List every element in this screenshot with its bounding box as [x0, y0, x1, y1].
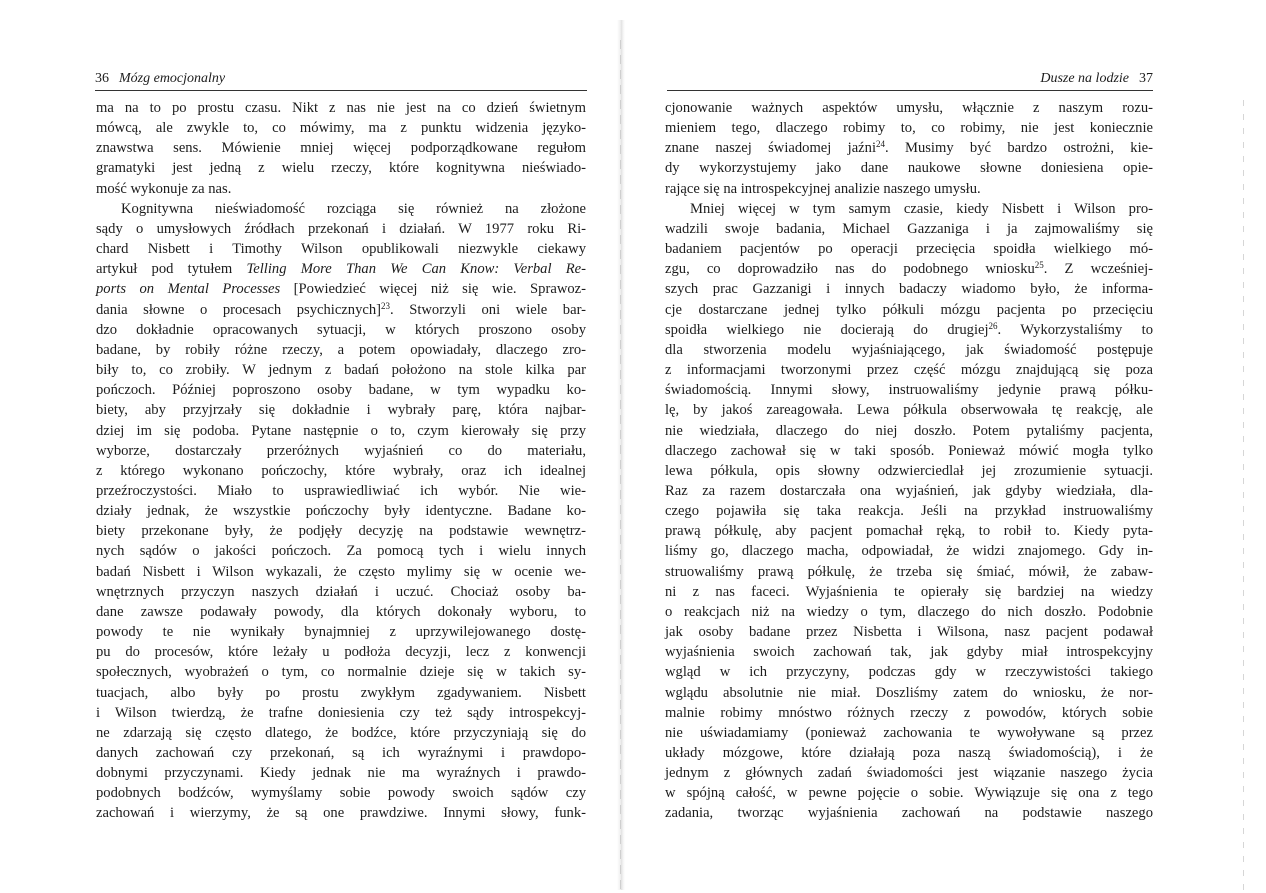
right-page-number: 37: [1139, 71, 1153, 86]
text-line: ne zdarzają się często dlatego, że bodźce, które przyczyniają się do: [96, 724, 586, 741]
text-line: dla stworzenia modelu wyjaśniającego, jak świadomość postępuje: [665, 341, 1153, 358]
text-line: spoidła wielkiego nie docierają do drugiej$^{26}$. Wykorzystaliśmy to: [665, 320, 1153, 338]
text-line: wnętrznych przyczyn naszych działań i uczuć. Chociaż osoby ba-: [96, 583, 586, 600]
footnote-ref[interactable]: 23: [381, 300, 391, 311]
text-line: Raz za razem dostarczała ona wyjaśnień, jak gdyby wiedziała, dla-: [665, 482, 1153, 499]
text-line: powody te nie wynikały bynajmniej z uprzywilejowanego dostę-: [96, 624, 586, 641]
text-line: tuacjach, albo były po prostu zwykłym zgadywaniem. Nisbett: [96, 684, 586, 701]
text-line: artykuł pod tytułem Telling More Than We Can Know: Verbal Re-: [96, 261, 586, 278]
text-line: mość wykonuje za nas.: [96, 180, 232, 197]
text-line: wyborze, dostarczały przeróżnych wyjaśnień co do materiału,: [96, 442, 586, 459]
text-line: układy mózgowe, które działają poza naszą świadomością), i że: [665, 745, 1153, 761]
text-line: i Wilson twierdzą, że trafne doniesienia czy też sądy introspekcyj-: [96, 704, 586, 721]
left-page-header: [95, 70, 587, 91]
text-line: mieniem tego, dlaczego robimy to, co robimy, nie jest koniecznie: [665, 120, 1153, 137]
italic-title: ports on Mental Processes: [96, 281, 281, 298]
left-page-body: [96, 98, 586, 824]
right-running-title: Dusze na lodzie: [1040, 71, 1129, 86]
text-line: gramatyki jest jedną z wielu rzeczy, które kognitywna nieświado-: [96, 160, 586, 177]
text-line: działy jednak, że wszystkie pończochy były identyczne. Badane ko-: [96, 503, 586, 520]
text-line: ports on Mental Processes [Powiedzieć więcej niż się wie. Sprawoz-: [96, 281, 586, 298]
text-line: dobnymi przyczynami. Kiedy jednak nie ma wyraźnych i prawdo-: [96, 765, 586, 782]
text-line: cjonowanie ważnych aspektów umysłu, włącznie z naszym rozu-: [665, 100, 1153, 116]
text-line: podobnych bodźców, wymyślamy sobie powody swoich sądów czy: [96, 785, 586, 802]
gutter-scan-line: [620, 40, 621, 890]
text-line: zadania, tworząc wyjaśnienia zachowań na podstawie naszego: [665, 805, 1153, 822]
left-running-title: Mózg emocjonalny: [119, 71, 226, 86]
text-line: o reakcjach niż na wiedzy o tym, dlaczego do nich doszło. Podobnie: [665, 603, 1153, 620]
text-line: dania słowne o procesach psychicznych]$^{23}$. Stworzyli oni wiele bar-: [96, 300, 587, 318]
text-line: lę, by jakoś zareagowała. Lewa półkula obserwowała tę reakcję, ale: [665, 402, 1153, 419]
text-line: dy wykorzystujemy jako dane naukowe słowne doniesiena opie-: [665, 160, 1153, 177]
text-line: czego pojawiła się taka reakcja. Jeśli na przykład instruowaliśmy: [665, 503, 1153, 520]
text-line: badaniem pacjentów po operacji przecięcia spoidła wielkiego mó-: [665, 241, 1153, 258]
right-page-header: [667, 70, 1153, 91]
text-line: badań Nisbett i Wilson wykazali, że często mylimy się w ocenie we-: [96, 563, 586, 580]
text-line: mówcą, ale zwykle to, co mówimy, ma z punktu widzenia języko-: [96, 120, 586, 137]
text-line: rające się na introspekcyjnej analizie naszego umysłu.: [665, 180, 981, 197]
text-line: pończoch. Później poproszono osoby badane, w tym wypadku ko-: [96, 382, 586, 399]
footnote-ref[interactable]: 26: [988, 320, 998, 331]
text-line: wyjaśnienia swoich zachowań tak, jak gdyby miał introspekcyjny: [665, 644, 1153, 661]
text-line: pu do procesów, które leżały u podłoża decyzji, lecz z konwencji: [96, 644, 586, 661]
page-edge-scan-line: [1243, 100, 1244, 890]
text-line: znane naszej świadomej jaźni$^{24}$. Musimy być bardzo ostrożni, kie-: [665, 139, 1153, 157]
text-line: malnie robimy mnóstwo różnych rzeczy z powodów, których sobie: [665, 704, 1153, 721]
text-line: jednym z głównych zadań świadomości jest wiązanie naszego życia: [665, 765, 1153, 782]
text-line: nie wiedziała, dlaczego do niej doszło. Potem pytaliśmy pacjenta,: [665, 422, 1153, 439]
right-page-body: [665, 98, 1153, 824]
text-line: świadomością. Innymi słowy, instruowaliśmy jedynie prawą półku-: [665, 382, 1153, 399]
text-line: w spójną całość, w pewne pojęcie o sobie. Wywiązuje się ona z tego: [665, 785, 1153, 802]
left-page: [0, 0, 620, 893]
text-line: z informacjami tworzonymi przez część mózgu znajdującą się poza: [665, 362, 1153, 379]
text-line: struowaliśmy prawą półkulę, że trzeba się śmiać, mówił, że zabaw-: [665, 563, 1153, 580]
left-page-number: 36: [95, 71, 109, 86]
text-line: prawą półkulę, aby pacjent pomachał ręką, to robił to. Kiedy pyta-: [665, 523, 1153, 540]
text-line: zgu, co doprowadziło nas do podobnego wniosku$^{25}$. Z wcześniej-: [665, 260, 1153, 278]
text-line: nie uświadamiamy (ponieważ zachowania te wywoływane są przez: [665, 724, 1153, 741]
italic-title: Telling More Than We Can Know: Verbal Re-: [246, 261, 586, 278]
text-line: społecznych, wyobrażeń o tym, co normalnie dzieje się w takich sy-: [96, 664, 586, 681]
text-line: cje dostarczane jednej tylko półkuli mózgu pacjenta po przecięciu: [665, 301, 1153, 318]
text-line: przeźroczystości. Miało to usprawiedliwiać ich wybór. Nie wie-: [96, 482, 586, 499]
text-line: biety przekonane były, że podjęły decyzję na podstawie wewnętrz-: [96, 523, 586, 540]
text-line: liśmy go, dlaczego macha, odpowiadał, że widzi znajomego. Gdy in-: [665, 543, 1153, 560]
text-line: biły to, co zrobiły. W jednym z badań położono na stole kilka par: [96, 362, 586, 379]
footnote-ref[interactable]: 24: [876, 139, 886, 150]
text-line: chard Nisbett i Timothy Wilson opublikowali niezwykle ciekawy: [96, 241, 586, 258]
text-line: z którego wykonano pończochy, które wybrały, oraz ich idealnej: [96, 462, 586, 479]
text-line: zachowań i wierzymy, że są one prawdziwe. Innymi słowy, funk-: [96, 805, 586, 822]
text-line: ni z nas faceci. Wyjaśnienia te opierały się bardziej na wiedzy: [665, 583, 1153, 600]
right-page: [622, 0, 1266, 893]
text-line: wglądu absolutnie nie miał. Doszliśmy zatem do wniosku, że nor-: [665, 684, 1153, 701]
text-line: dziej im się podoba. Pytane następnie o to, czym kierowały się przy: [96, 422, 586, 439]
text-line: znawstwa sens. Mówienie mniej więcej podporządkowane regułom: [96, 140, 586, 157]
text-line: Mniej więcej w tym samym czasie, kiedy Nisbett i Wilson pro-: [690, 200, 1153, 217]
text-line: danych zachowań czy przekonań, są ich wyraźnymi i prawdopo-: [96, 745, 586, 761]
text-line: badane, by robiły różne rzeczy, a potem opowiadały, dlaczego zro-: [96, 341, 586, 358]
text-line: biety, aby przyjrzały się dokładnie i wybrały parę, która najbar-: [96, 402, 586, 419]
text-line: dzo dokładnie opracowanych sytuacji, w których proszono osoby: [96, 321, 586, 338]
text-line: sądy o umysłowych źródłach przekonań i działań. W 1977 roku Ri-: [96, 220, 586, 237]
text-line: nych sądów o jakości pończoch. Za pomocą tych i wielu innych: [96, 543, 586, 560]
text-line: lewa półkula, opis słowny odzwierciedlał jej zrozumienie sytuacji.: [665, 462, 1153, 479]
text-line: ma na to po prostu czasu. Nikt z nas nie jest na co dzień świetnym: [96, 100, 586, 116]
text-line: dlaczego zachował się w taki sposób. Ponieważ mówić mogła tylko: [665, 442, 1153, 459]
footnote-ref[interactable]: 25: [1034, 260, 1044, 271]
text-line: jak osoby badane przez Nisbetta i Wilsona, nasz pacjent podawał: [665, 624, 1153, 641]
text-line: szych prac Gazzanigi i innych badaczy wiadomo było, że informa-: [665, 281, 1153, 298]
text-line: Kognitywna nieświadomość rozciąga się również na złożone: [121, 200, 586, 217]
text-line: wadzili swoje badania, Michael Gazzaniga i ja zajmowaliśmy się: [665, 220, 1153, 237]
text-line: wgląd w ich przyczyny, podczas gdy w rzeczywistości takiego: [665, 664, 1153, 681]
text-line: dane zawsze podawały powody, dla których dokonały wyboru, to: [96, 603, 586, 620]
